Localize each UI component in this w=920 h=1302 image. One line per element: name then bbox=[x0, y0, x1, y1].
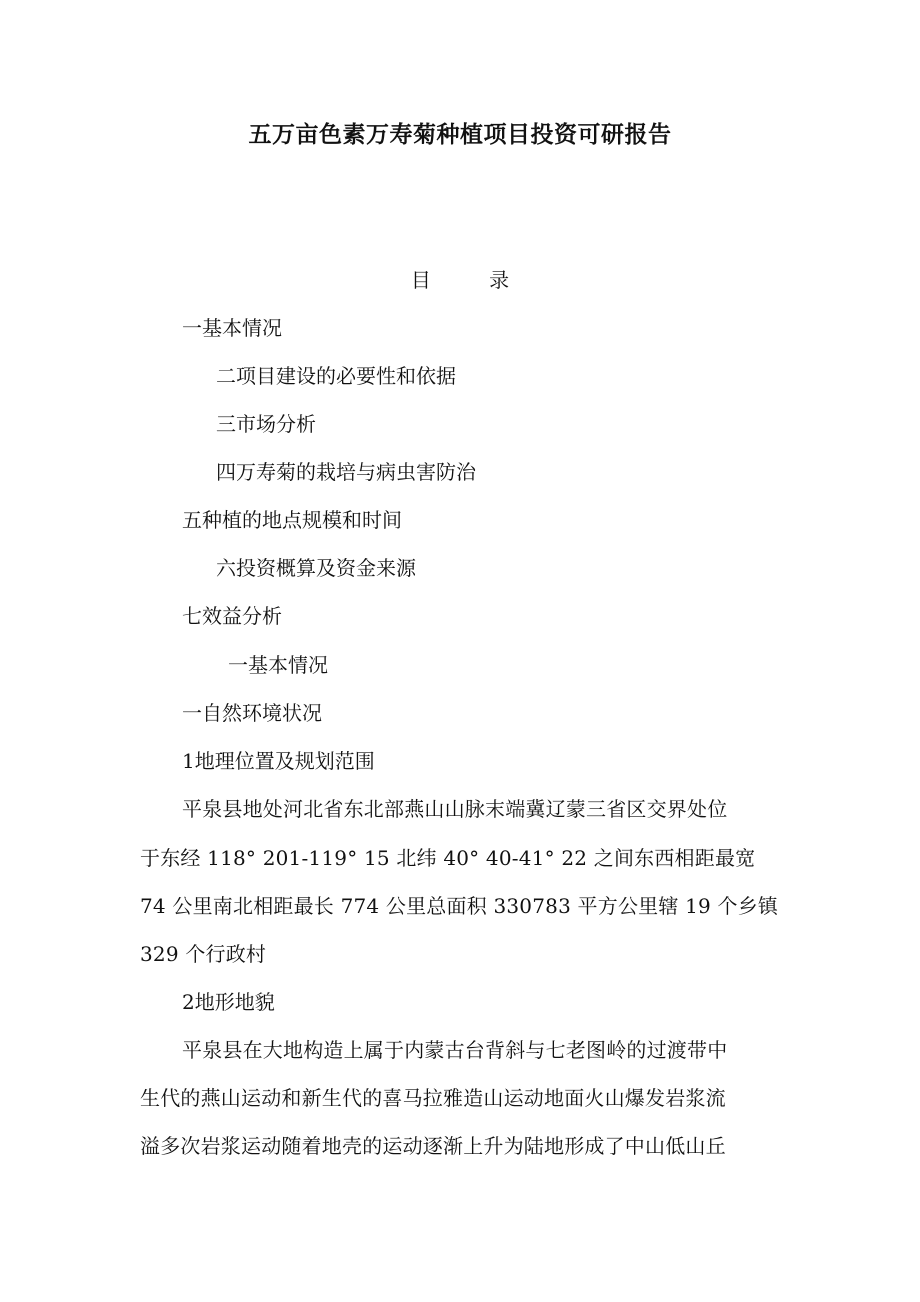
paragraph-line: 生代的燕山运动和新生代的喜马拉雅造山运动地面火山爆发岩浆流 bbox=[140, 1086, 726, 1110]
item-heading: 1地理位置及规划范围 bbox=[182, 749, 375, 773]
toc-item: 四万寿菊的栽培与病虫害防治 bbox=[216, 460, 476, 484]
paragraph-line: 平泉县地处河北省东北部燕山山脉末端冀辽蒙三省区交界处位 bbox=[182, 797, 728, 821]
paragraph-line: 于东经 118° 201-119° 15 北纬 40° 40-41° 22 之间东西相距最宽 bbox=[140, 846, 756, 870]
paragraph-line: 329 个行政村 bbox=[140, 942, 267, 966]
paragraph-line: 平泉县在大地构造上属于内蒙古台背斜与七老图岭的过渡带中 bbox=[182, 1038, 728, 1062]
toc-item: 一基本情况 bbox=[182, 316, 282, 340]
item-heading: 2地形地貌 bbox=[182, 990, 275, 1014]
toc-heading: 目 录 bbox=[410, 268, 536, 292]
toc-item: 二项目建设的必要性和依据 bbox=[216, 364, 456, 388]
toc-item: 七效益分析 bbox=[182, 604, 282, 628]
toc-item: 三市场分析 bbox=[216, 412, 316, 436]
paragraph-line: 74 公里南北相距最长 774 公里总面积 330783 平方公里辖 19 个乡镇 bbox=[140, 894, 779, 918]
section-heading: 一基本情况 bbox=[228, 653, 328, 677]
toc-item: 五种植的地点规模和时间 bbox=[182, 508, 402, 532]
document-title: 五万亩色素万寿菊种植项目投资可研报告 bbox=[248, 121, 672, 148]
toc-item: 六投资概算及资金来源 bbox=[216, 556, 416, 580]
subsection-heading: 一自然环境状况 bbox=[182, 701, 322, 725]
paragraph-line: 溢多次岩浆运动随着地壳的运动逐渐上升为陆地形成了中山低山丘 bbox=[140, 1134, 726, 1158]
